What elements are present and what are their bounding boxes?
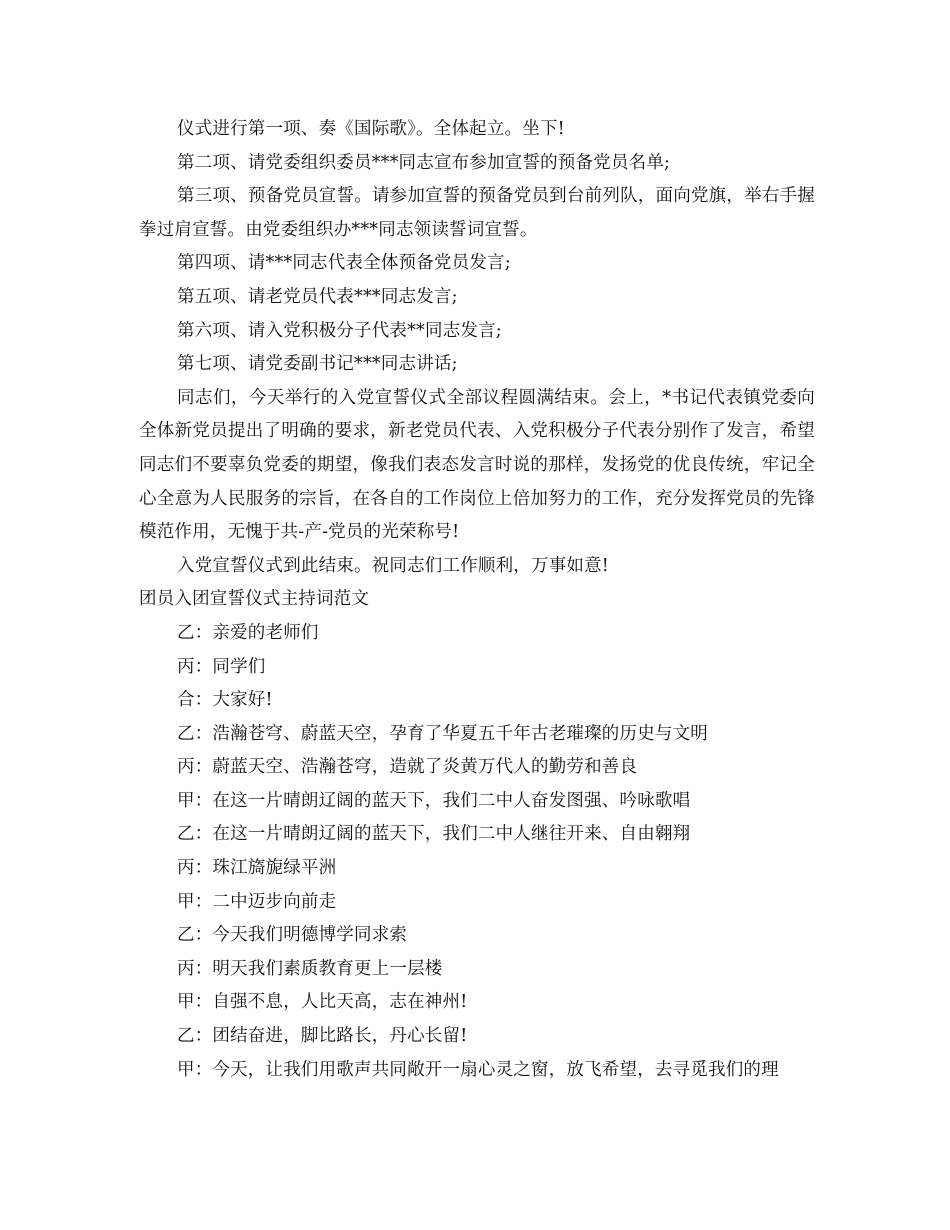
dialogue-line-6: 甲：在这一片晴朗辽阔的蓝天下，我们二中人奋发图强、吟咏歌唱 [177,790,691,811]
paragraph-9: 入党宣誓仪式到此结束。祝同志们工作顺利，万事如意! [177,555,610,576]
paragraph-4: 第四项、请***同志代表全体预备党员发言; [177,253,511,274]
paragraph-3: 第三项、预备党员宣誓。请参加宣誓的预备党员到台前列队，面向党旗，举右手握拳过肩宣誓。由党委组织办***同志领读誓词宣誓。 [139,186,815,240]
paragraph-2: 第二项、请党委组织委员***同志宣布参加宣誓的预备党员名单; [177,152,671,173]
dialogue-line-13: 乙：团结奋进，脚比路长，丹心长留! [177,1026,468,1047]
document-body [139,113,815,1087]
dialogue-line-11: 丙：明天我们素质教育更上一层楼 [177,958,443,979]
dialogue-line-7: 乙：在这一片晴朗辽阔的蓝天下，我们二中人继往开来、自由翱翔 [177,824,691,845]
dialogue-line-14: 甲：今天，让我们用歌声共同敞开一扇心灵之窗，放飞希望，去寻觅我们的理 [177,1059,779,1080]
dialogue-line-9: 甲：二中迈步向前走 [177,891,337,912]
dialogue-line-4: 乙：浩瀚苍穹、蔚蓝天空，孕育了华夏五千年古老璀璨的历史与文明 [177,723,708,744]
dialogue-line-10: 乙：今天我们明德博学同求索 [177,925,408,946]
paragraph-1: 仪式进行第一项、奏《国际歌》。全体起立。坐下! [177,119,565,139]
section-heading: 团员入团宣誓仪式主持词范文 [139,589,370,610]
dialogue-line-5: 丙：蔚蓝天空、浩瀚苍穹，造就了炎黄万代人的勤劳和善良 [177,757,638,778]
paragraph-6: 第六项、请入党积极分子代表**同志发言; [177,320,502,341]
paragraph-8: 同志们，今天举行的入党宣誓仪式全部议程圆满结束。会上，*书记代表镇党委向全体新党员提出了明确的要求，新老党员代表、入党积极分子代表分别作了发言，希望同志们不要辜负党委的期望，像我们表态发言时说的那样，发扬党的优良传统，牢记全心全意为人民服务的宗旨，在各自的工作岗位上倍加努力的工作，充分发挥党员的先锋模范作用，无愧于共-产-党员的光荣称号! [139,387,815,543]
dialogue-line-1: 乙：亲爱的老师们 [177,622,319,643]
dialogue-line-12: 甲：自强不息，人比天高，志在神州! [177,992,468,1013]
dialogue-line-8: 丙：珠江旖旎绿平洲 [177,858,337,879]
dialogue-line-3: 合：大家好! [177,690,273,711]
paragraph-5: 第五项、请老党员代表***同志发言; [177,286,458,307]
dialogue-line-2: 丙：同学们 [177,656,266,677]
paragraph-7: 第七项、请党委副书记***同志讲话; [177,354,458,375]
